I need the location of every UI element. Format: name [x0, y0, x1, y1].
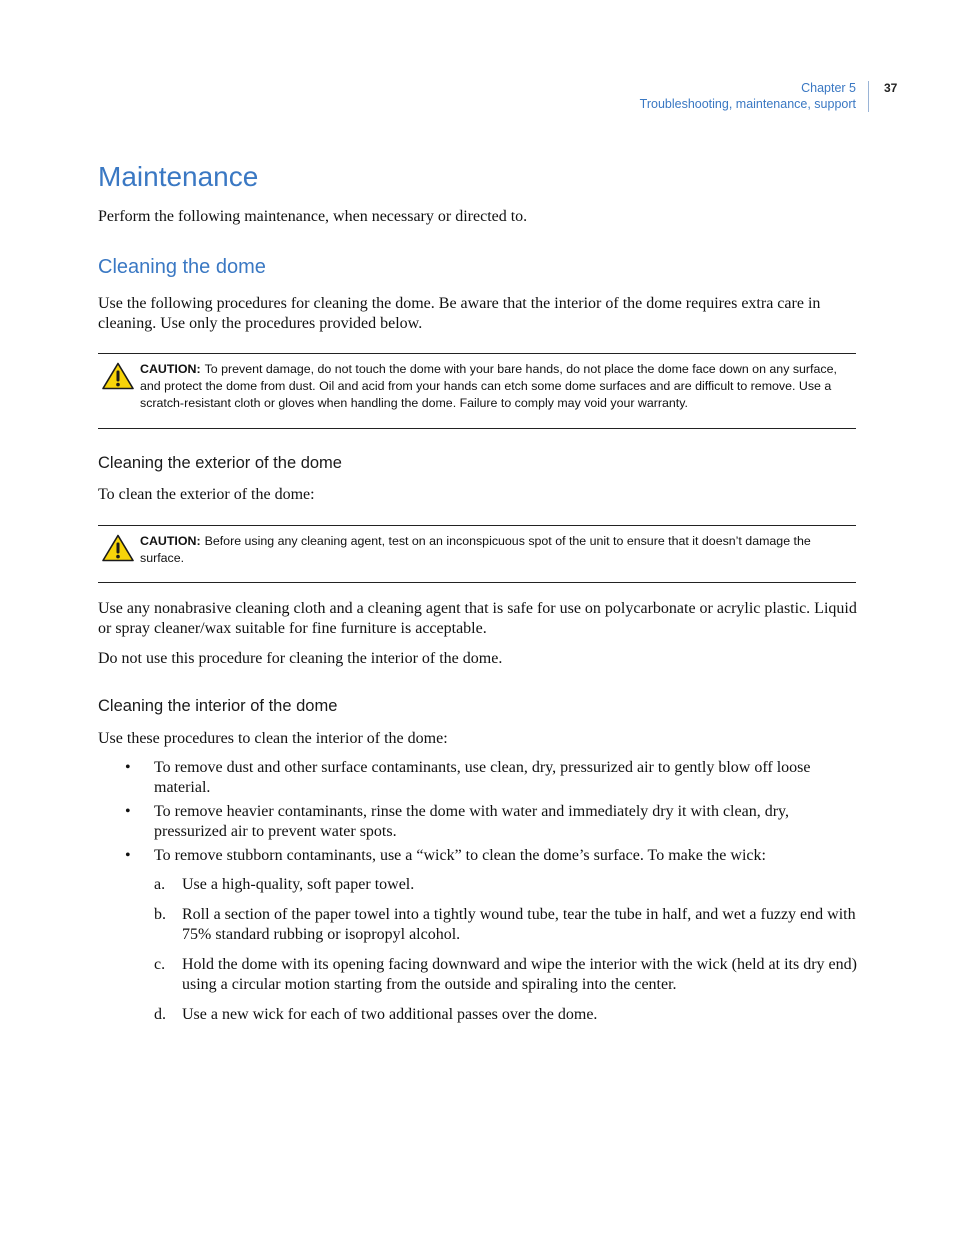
- exterior-paragraph-1: Use any nonabrasive cleaning cloth and a cleaning agent that is safe for use on polycarbonate or acrylic plastic. Liquid or spray cleaner/wax suitable for fine furniture is acceptable.: [98, 600, 857, 637]
- caution-text-dome: [140, 361, 856, 412]
- bullet-marker: •: [125, 803, 131, 820]
- caution-label: CAUTION:: [140, 534, 201, 548]
- subsection-heading-exterior: Cleaning the exterior of the dome: [98, 454, 342, 472]
- page-title: Maintenance: [98, 161, 259, 192]
- step-letter: b.: [154, 906, 166, 923]
- header-divider: [868, 81, 869, 112]
- caution-label: CAUTION:: [140, 362, 201, 376]
- list-item: To remove stubborn contaminants, use a “wick” to clean the dome’s surface. To make the wick:: [154, 847, 766, 864]
- page-number: 37: [884, 81, 898, 95]
- caution-message: Before using any cleaning agent, test on an inconspicuous spot of the unit to ensure that it doesn’t damage the surface.: [140, 534, 811, 565]
- exterior-paragraph-2: Do not use this procedure for cleaning the interior of the dome.: [98, 650, 503, 667]
- step-letter: d.: [154, 1006, 166, 1023]
- exterior-intro: To clean the exterior of the dome:: [98, 486, 315, 503]
- intro-paragraph: Perform the following maintenance, when necessary or directed to.: [98, 208, 528, 225]
- bullet-marker: •: [125, 759, 131, 776]
- section-heading-cleaning: Cleaning the dome: [98, 256, 266, 278]
- running-header: [640, 80, 856, 112]
- step-text: Use a new wick for each of two additional passes over the dome.: [182, 1006, 598, 1023]
- cleaning-paragraph: Use the following procedures for cleaning the dome. Be aware that the interior of the dome requires extra care in cleaning. Use only the procedures provided below.: [98, 295, 821, 332]
- list-item: To remove dust and other surface contaminants, use clean, dry, pressurized air to gently blow off loose material.: [154, 759, 811, 796]
- bullet-marker: •: [125, 847, 131, 864]
- caution-message: To prevent damage, do not touch the dome with your bare hands, do not place the dome face down on any surface, and protect the dome from dust. Oil and acid from your hands can etch some dome surfaces and are difficult to remove. Use a scratch-resistant cloth or gloves when handling the dome. Failure to comply may void your warranty.: [140, 362, 837, 410]
- subsection-heading-interior: Cleaning the interior of the dome: [98, 697, 338, 715]
- list-item: To remove heavier contaminants, rinse the dome with water and immediately dry it with clean, dry, pressurized air to prevent water spots.: [154, 803, 789, 840]
- header-chapter: Chapter 5: [801, 81, 856, 95]
- warning-triangle-icon: [102, 534, 134, 562]
- step-text: Roll a section of the paper towel into a tightly wound tube, tear the tube in half, and wet a fuzzy end with 75% standard rubbing or isopropyl alcohol.: [182, 906, 856, 943]
- step-text: Use a high-quality, soft paper towel.: [182, 876, 415, 893]
- step-letter: a.: [154, 876, 166, 893]
- step-letter: c.: [154, 956, 166, 973]
- header-section: Troubleshooting, maintenance, support: [639, 97, 856, 111]
- warning-triangle-icon: [102, 362, 134, 390]
- caution-text-exterior: [140, 533, 856, 567]
- interior-intro: Use these procedures to clean the interior of the dome:: [98, 730, 448, 747]
- caution-box-dome: [98, 353, 856, 429]
- caution-box-exterior: [98, 525, 856, 583]
- step-text: Hold the dome with its opening facing downward and wipe the interior with the wick (held at its dry end) using a circular motion starting from the outside and spiraling into the center.: [182, 956, 857, 993]
